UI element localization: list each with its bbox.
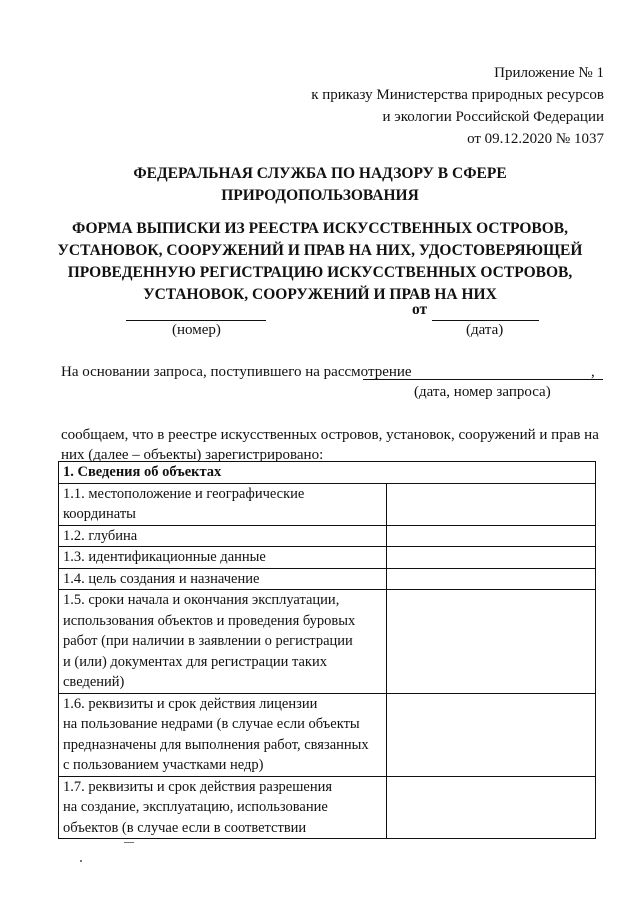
row-line: 1.4. цель создания и назначение [63,570,260,587]
form-title-line: УСТАНОВОК, СООРУЖЕНИЙ И ПРАВ НА НИХ [143,286,497,303]
appendix-block [311,62,604,150]
intro-line: них (далее – объекты) зарегистрировано: [61,447,324,463]
row-label [59,590,387,694]
row-line: использования объектов и проведения буровых [63,612,356,629]
row-line: 1.3. идентификационные данные [63,549,266,565]
table-row [59,776,596,839]
table-row [59,525,596,547]
row-label [59,568,387,590]
appendix-line: от 09.12.2020 № 1037 [467,131,604,147]
appendix-line: и экологии Российской Федерации [382,109,604,125]
scan-speck [80,860,82,862]
row-line: и (или) документах для регистрации таких [63,653,327,670]
agency-line: ФЕДЕРАЛЬНАЯ СЛУЖБА ПО НАДЗОРУ В СФЕРЕ [133,165,507,182]
row-line: на пользование недрами (в случае если объекты [63,716,360,732]
table-row [59,590,596,694]
row-label [59,693,387,776]
date-caption: (дата) [466,322,504,338]
row-label [59,525,387,547]
row-value-cell[interactable] [387,547,596,569]
request-caption: (дата, номер запроса) [414,384,551,400]
intro-text [61,425,621,465]
table-header-cell: 1. Сведения об объектах [59,462,596,484]
row-label [59,547,387,569]
row-label [59,483,387,525]
row-value-cell[interactable] [387,776,596,839]
row-label [59,776,387,839]
date-blank-line [432,320,539,321]
row-line: 1.1. местоположение и географические [63,485,305,502]
appendix-line: Приложение № 1 [494,65,604,81]
row-value-cell[interactable] [387,590,596,694]
table-row [59,568,596,590]
request-text: На основании запроса, поступившего на рассмотрение [61,364,412,380]
row-line: 1.2. глубина [63,527,138,544]
row-line: 1.6. реквизиты и срок действия лицензии [63,695,318,712]
request-blank-line [363,379,603,380]
row-line: 1.5. сроки начала и окончания эксплуатации, [63,592,340,608]
row-line: объектов (в случае если в соответствии [63,819,307,836]
row-line: предназначены для выполнения работ, связанных [63,736,369,753]
number-blank-line [126,320,266,321]
intro-line: сообщаем, что в реестре искусственных островов, установок, сооружений и прав на [61,427,599,443]
row-line: на создание, эксплуатацию, использование [63,799,328,815]
table-row [59,483,596,525]
form-title-line: ПРОВЕДЕННУЮ РЕГИСТРАЦИЮ ИСКУССТВЕННЫХ ОСТРОВОВ, [67,264,573,281]
form-title-line: ФОРМА ВЫПИСКИ ИЗ РЕЕСТРА ИСКУССТВЕННЫХ ОСТРОВОВ, [72,220,568,237]
row-value-cell[interactable] [387,483,596,525]
agency-heading [40,163,600,207]
row-line: координаты [63,506,136,522]
row-value-cell[interactable] [387,568,596,590]
row-line: сведений) [63,674,125,690]
appendix-line: к приказу Министерства природных ресурсов [311,87,604,103]
table-row [59,693,596,776]
agency-line: ПРИРОДОПОЛЬЗОВАНИЯ [221,187,419,204]
objects-table [58,461,596,839]
form-title-line: УСТАНОВОК, СООРУЖЕНИЙ И ПРАВ НА НИХ, УДОСТОВЕРЯЮЩЕЙ [57,242,583,259]
table-row [59,547,596,569]
request-comma: , [591,364,595,380]
ot-label: от [412,301,428,318]
table-header-row [59,462,596,484]
scan-speck [124,842,134,843]
number-caption: (номер) [172,322,221,338]
row-line: с пользованием участками недр) [63,757,264,773]
row-value-cell[interactable] [387,525,596,547]
row-line: 1.7. реквизиты и срок действия разрешения [63,778,333,795]
row-line: работ (при наличии в заявлении о регистрации [63,633,353,649]
row-value-cell[interactable] [387,693,596,776]
form-title [40,218,600,306]
